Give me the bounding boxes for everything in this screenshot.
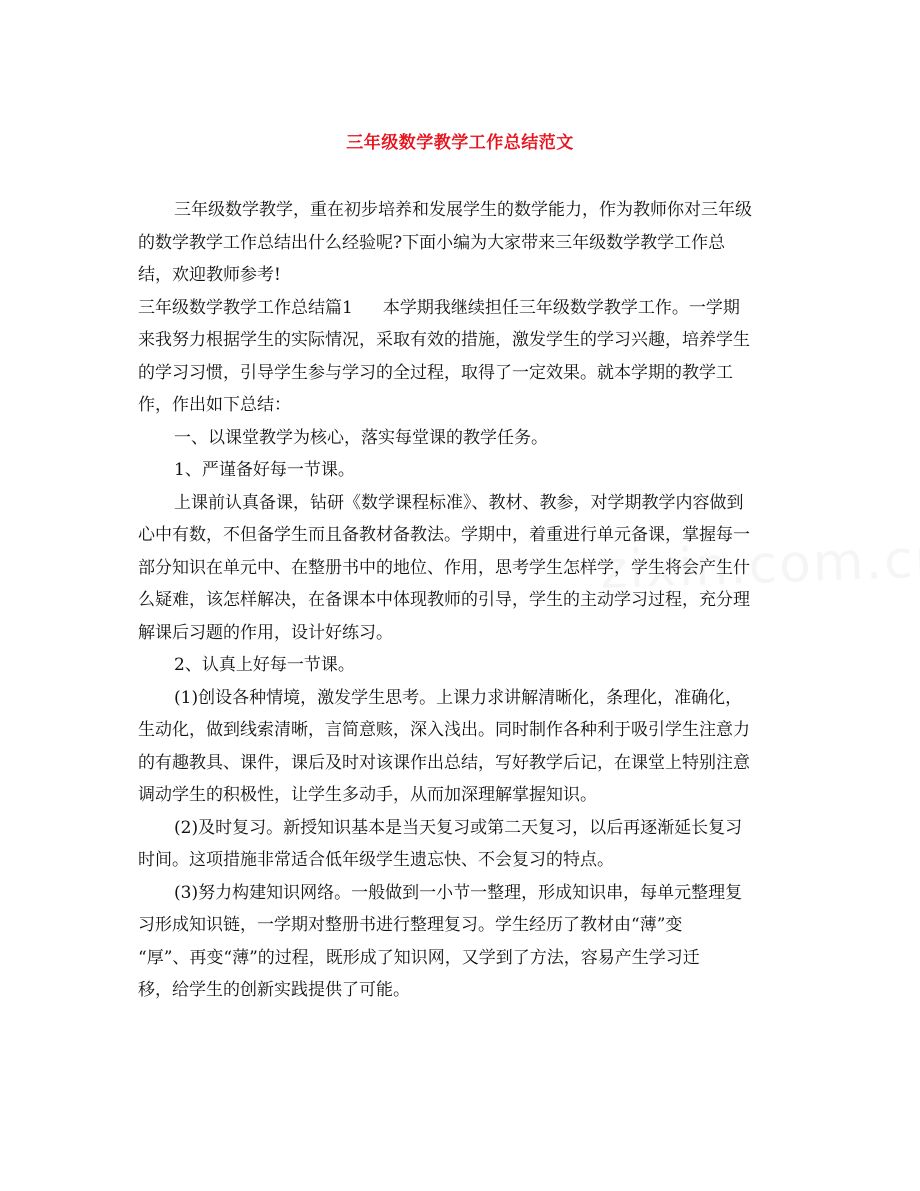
document-body — [138, 194, 788, 1007]
section-line — [138, 292, 788, 325]
body-line: “厚”、再变“薄”的过程，既形成了知识网，又学到了方法，容易产生学习迁 — [138, 947, 700, 968]
body-line: 么疑难，该怎样解决，在备课本中体现教师的引导，学生的主动学习过程，充分理 — [138, 590, 750, 610]
body-line: 解课后习题的作用，设计好练习。 — [138, 622, 393, 643]
body-line: (2)及时复习。新授知识基本是当天复习或第二天复习，以后再逐渐延长复习 — [174, 817, 743, 838]
body-line: 生动化，做到线索清晰，言简意赅，深入浅出。同时制作各种利于吸引学生注意力 — [138, 720, 750, 740]
body-line: 部分知识在单元中、在整册书中的地位、作用，思考学生怎样学，学生将会产生什 — [138, 557, 750, 578]
body-line: 移，给学生的创新实践提供了可能。 — [138, 980, 410, 1000]
body-line: (3)努力构建知识网络。一般做到一小节一整理，形成知识串，每单元整理复 — [174, 882, 743, 903]
section-heading: 三年级数学教学工作总结篇1 — [138, 297, 353, 318]
intro-line-2: 的数学教学工作总结出什么经验呢?下面小编为大家带来三年级数学教学工作总 — [138, 232, 726, 253]
body-line: (1)创设各种情境，激发学生思考。上课力求讲解清晰化，条理化，准确化， — [174, 687, 743, 708]
subheading-1: 一、以课堂教学为核心，落实每堂课的教学任务。 — [174, 427, 548, 448]
body-line: 心中有数，不但备学生而且备教材备教法。学期中，着重进行单元备课，掌握每一 — [138, 525, 750, 545]
body-line: 作，作出如下总结： — [138, 395, 291, 415]
body-line: 的有趣教具、课件，课后及时对该课作出总结，写好教学后记，在课堂上特别注意 — [138, 752, 750, 773]
intro-line-1: 三年级数学教学，重在初步培养和发展学生的数学能力，作为教师你对三年级 — [174, 200, 752, 220]
section-first-sentence: 本学期我继续担任三年级数学教学工作。一学期 — [382, 297, 740, 318]
body-line: 时间。这项措施非常适合低年级学生遗忘快、不会复习的特点。 — [138, 850, 614, 870]
document-title: 三年级数学教学工作总结范文 — [346, 133, 574, 153]
subheading-1-1: 1、严谨备好每一节课。 — [174, 460, 355, 480]
intro-line-3: 结，欢迎教师参考! — [138, 265, 281, 285]
body-line: 的学习习惯，引导学生参与学习的全过程，取得了一定效果。就本学期的教学工 — [138, 362, 733, 383]
body-line: 习形成知识链，一学期对整册书进行整理复习。学生经历了教材由“薄”变 — [138, 915, 683, 935]
body-line: 调动学生的积极性，让学生多动手，从而加深理解掌握知识。 — [138, 785, 597, 805]
subheading-1-2: 2、认真上好每一节课。 — [174, 655, 355, 675]
body-line: 上课前认真备课，钻研《数学课程标准》、教材、教参，对学期教学内容做到 — [174, 492, 744, 513]
body-line: 来我努力根据学生的实际情况，采取有效的措施，激发学生的学习兴趣，培养学生 — [138, 330, 750, 350]
